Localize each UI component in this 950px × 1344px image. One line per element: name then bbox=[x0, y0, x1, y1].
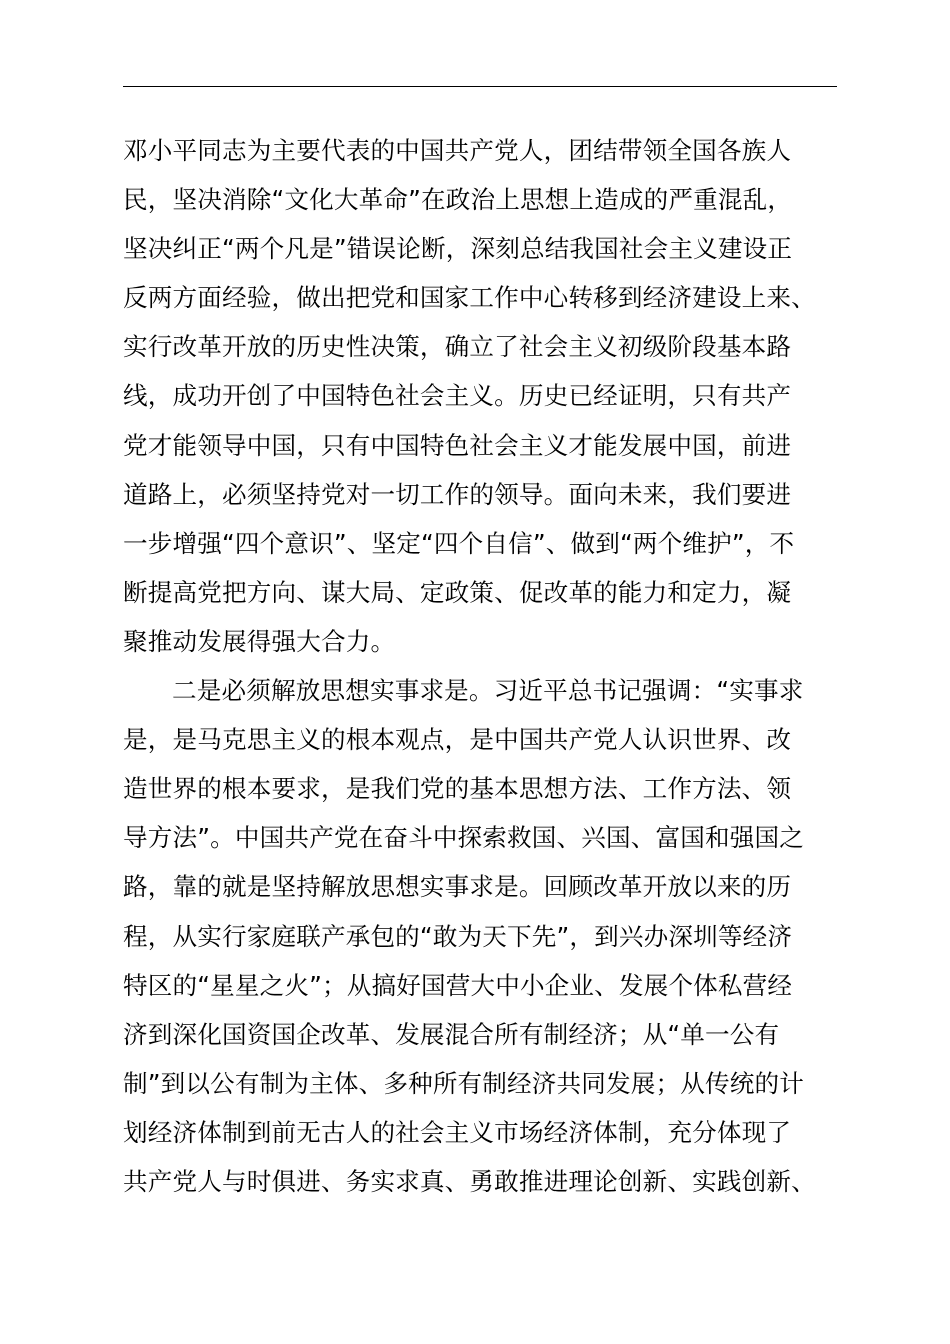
header-rule bbox=[123, 86, 837, 87]
text-line: 线，成功开创了中国特色社会主义。历史已经证明，只有共产 bbox=[123, 381, 792, 411]
body-text bbox=[123, 126, 839, 1206]
text-line: 实行改革开放的历史性决策，确立了社会主义初级阶段基本路 bbox=[123, 332, 792, 362]
text-line: 特区的“星星之火”；从搞好国营大中小企业、发展个体私营经 bbox=[123, 970, 793, 1000]
text-line: 是，是马克思主义的根本观点，是中国共产党人认识世界、改 bbox=[123, 725, 792, 755]
text-line: 程，从实行家庭联产承包的“敢为天下先”，到兴办深圳等经济 bbox=[123, 921, 793, 951]
paragraph-first-line: 二是必须解放思想实事求是。习近平总书记强调：“实事求 bbox=[172, 676, 804, 706]
text-line: 造世界的根本要求，是我们党的基本思想方法、工作方法、领 bbox=[123, 774, 792, 804]
text-line: 共产党人与时俱进、务实求真、勇敢推进理论创新、实践创新、 bbox=[123, 1166, 816, 1196]
text-line: 党才能领导中国，只有中国特色社会主义才能发展中国，前进 bbox=[123, 430, 792, 460]
text-line: 一步增强“四个意识”、坚定“四个自信”、做到“两个维护”，不 bbox=[123, 528, 795, 558]
text-line: 济到深化国资国企改革、发展混合所有制经济；从“单一公有 bbox=[123, 1019, 780, 1049]
text-line: 道路上，必须坚持党对一切工作的领导。面向未来，我们要进 bbox=[123, 479, 792, 509]
text-line: 邓小平同志为主要代表的中国共产党人，团结带领全国各族人 bbox=[123, 136, 792, 165]
text-line: 划经济体制到前无古人的社会主义市场经济体制，充分体现了 bbox=[123, 1117, 792, 1147]
text-line: 坚决纠正“两个凡是”错误论断，深刻总结我国社会主义建设正 bbox=[123, 234, 793, 264]
text-line: 路，靠的就是坚持解放思想实事求是。回顾改革开放以来的历 bbox=[123, 872, 792, 902]
text-line: 断提高党把方向、谋大局、定政策、促改革的能力和定力，凝 bbox=[123, 577, 792, 607]
text-line: 民，坚决消除“文化大革命”在政治上思想上造成的严重混乱， bbox=[123, 185, 793, 215]
text-line: 制”到以公有制为主体、多种所有制经济共同发展；从传统的计 bbox=[123, 1068, 804, 1098]
text-line: 反两方面经验，做出把党和国家工作中心转移到经济建设上来、 bbox=[123, 283, 816, 313]
text-line: 导方法”。中国共产党在奋斗中探索救国、兴国、富国和强国之 bbox=[123, 823, 804, 853]
text-line: 聚推动发展得强大合力。 bbox=[123, 626, 396, 656]
